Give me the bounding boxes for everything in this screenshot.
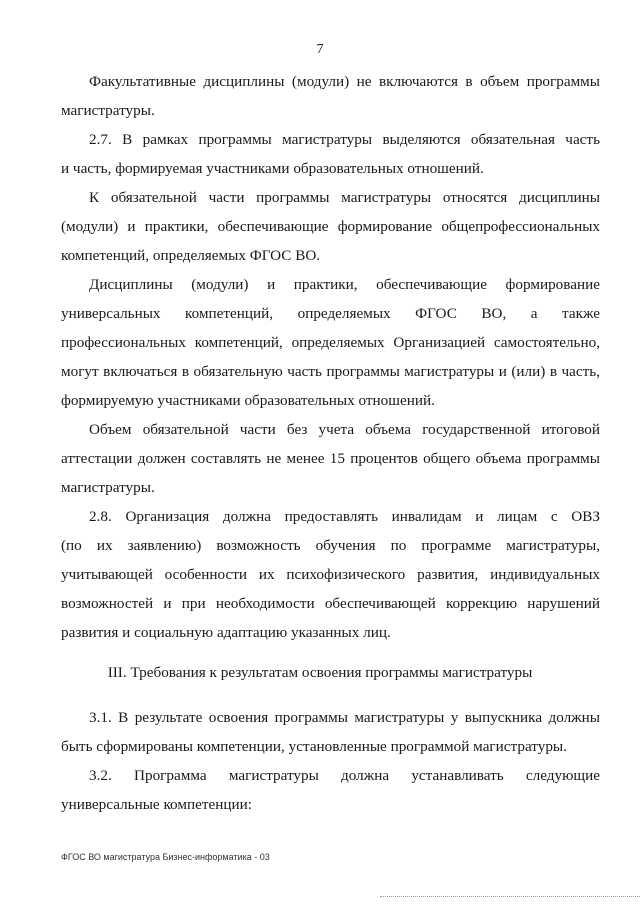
- text-line: универсальные компетенции:: [61, 796, 252, 813]
- paragraph-universal-competencies: [61, 270, 600, 415]
- paragraph-2-8: [61, 502, 600, 647]
- text-line: могут включаться в обязательную часть программы магистратуры и (или) в часть,: [61, 363, 600, 380]
- text-line: (по их заявлению) возможность обучения по программе магистратуры,: [61, 537, 600, 554]
- paragraph-mandatory-volume: [61, 415, 600, 502]
- text-line: (модули) и практики, обеспечивающие формирование общепрофессиональных: [61, 218, 600, 235]
- text-line: профессиональных компетенций, определяемых Организацией самостоятельно,: [61, 334, 600, 351]
- paragraph-3-1: [61, 703, 600, 761]
- paragraph-2-7: [61, 125, 600, 183]
- text-line: компетенций, определяемых ФГОС ВО.: [61, 247, 321, 264]
- text-line: К обязательной части программы магистратуры относятся дисциплины: [89, 189, 600, 206]
- text-line: 3.2. Программа магистратуры должна устанавливать следующие: [89, 767, 600, 784]
- text-line: учитывающей особенности их психофизического развития, индивидуальных: [61, 566, 600, 583]
- scan-edge-mark: [380, 896, 640, 905]
- paragraph-mandatory-part: [61, 183, 600, 270]
- text-line: магистратуры.: [61, 102, 155, 119]
- text-line: формируемую участниками образовательных отношений.: [61, 392, 435, 409]
- text-line: 2.8. Организация должна предоставлять инвалидам и лицам с ОВЗ: [89, 508, 600, 525]
- text-line: 2.7. В рамках программы магистратуры выделяются обязательная часть: [89, 131, 600, 148]
- page-number: 7: [316, 42, 324, 57]
- text-line: Объем обязательной части без учета объема государственной итоговой: [89, 421, 600, 438]
- section-heading: III. Требования к результатам освоения программы магистратуры: [107, 664, 533, 681]
- body-text-section-3: [61, 703, 600, 819]
- text-line: и часть, формируемая участниками образовательных отношений.: [61, 160, 484, 177]
- text-line: быть сформированы компетенции, установленные программой магистратуры.: [61, 738, 567, 755]
- text-line: Дисциплины (модули) и практики, обеспечивающие формирование: [89, 276, 600, 293]
- text-line: Факультативные дисциплины (модули) не включаются в объем программы: [89, 73, 600, 90]
- text-line: универсальных компетенций, определяемых ФГОС ВО, а также: [61, 305, 600, 322]
- footer-note: ФГОС ВО магистратура Бизнес-информатика - 03: [61, 852, 270, 862]
- text-line: 3.1. В результате освоения программы магистратуры у выпускника должны: [89, 709, 600, 726]
- text-line: магистратуры.: [61, 479, 155, 496]
- text-line: возможностей и при необходимости обеспечивающей коррекцию нарушений: [61, 595, 600, 612]
- text-line: аттестации должен составлять не менее 15 процентов общего объема программы: [61, 450, 600, 467]
- text-line: развития и социальную адаптацию указанных лиц.: [61, 624, 391, 641]
- body-text: [61, 67, 600, 647]
- paragraph-optional-disciplines: [61, 67, 600, 125]
- paragraph-3-2: [61, 761, 600, 819]
